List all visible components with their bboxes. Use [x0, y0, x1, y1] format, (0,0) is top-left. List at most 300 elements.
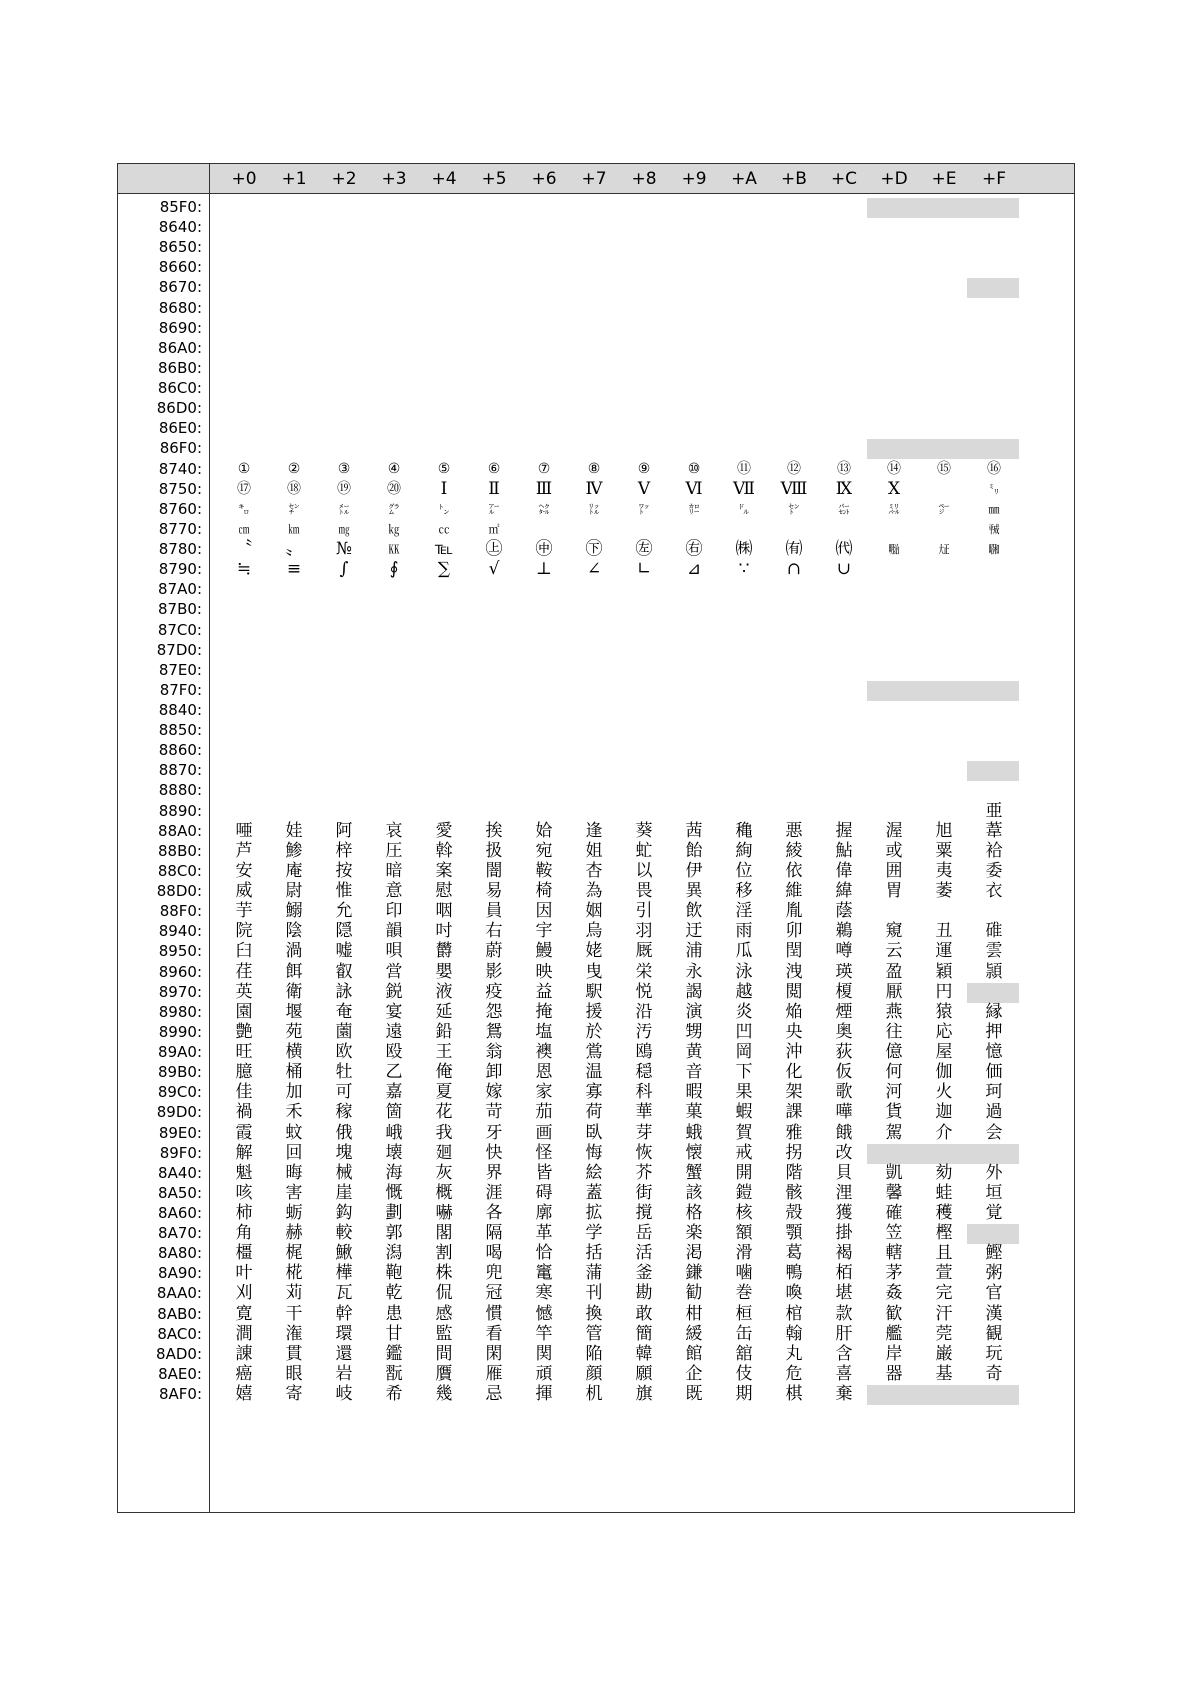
- char-cell: ㍼: [988, 543, 1000, 557]
- char-cell: 管: [585, 1323, 603, 1344]
- char-cell: ⑭: [887, 460, 901, 477]
- char-cell: ∑: [437, 559, 451, 580]
- char-cell: 漢: [985, 1303, 1003, 1324]
- char-cell: 羽: [635, 921, 653, 942]
- row-code: 8840:: [158, 701, 202, 719]
- char-cell: 殴: [385, 1042, 403, 1063]
- char-cell: 岐: [335, 1384, 353, 1405]
- char-cell: 引: [635, 901, 653, 922]
- char-cell: 依: [785, 860, 803, 881]
- char-cell: 宴: [385, 1001, 403, 1022]
- char-cell: 岸: [885, 1343, 903, 1364]
- row-code: 87B0:: [158, 600, 202, 619]
- column-header: +B: [781, 169, 807, 189]
- char-cell: 階: [785, 1162, 803, 1183]
- char-cell: 佳: [235, 1082, 253, 1103]
- char-cell: 闇: [485, 860, 503, 881]
- char-cell: 運: [935, 941, 953, 962]
- char-cell: 暗: [385, 860, 403, 881]
- char-cell: 机: [585, 1384, 603, 1405]
- char-cell: ㊦: [585, 539, 603, 560]
- char-cell: ㍻: [988, 522, 1000, 536]
- char-cell: 割: [435, 1243, 453, 1264]
- char-cell: 甘: [385, 1323, 403, 1344]
- char-cell: 噂: [835, 941, 853, 962]
- char-cell: 角: [235, 1223, 253, 1244]
- char-cell: ㊨: [685, 539, 703, 560]
- char-cell: 何: [885, 1062, 903, 1083]
- char-cell: 花: [435, 1102, 453, 1123]
- char-cell: 衣: [985, 881, 1003, 902]
- char-cell: 俄: [335, 1122, 353, 1143]
- char-cell: ㌫: [838, 502, 850, 516]
- char-cell: 咳: [235, 1182, 253, 1203]
- char-cell: 我: [435, 1122, 453, 1143]
- char-cell: 央: [785, 1021, 803, 1042]
- char-cell: 各: [485, 1203, 503, 1223]
- char-cell: 開: [735, 1162, 753, 1183]
- column-header: +0: [231, 169, 257, 189]
- char-cell: Ⅶ: [733, 478, 755, 499]
- char-cell: 汚: [635, 1021, 653, 1042]
- char-cell: 迦: [935, 1102, 953, 1123]
- char-cell: 骸: [785, 1182, 803, 1203]
- char-cell: ㏍: [388, 543, 400, 557]
- char-cell: 危: [785, 1363, 803, 1384]
- char-cell: 按: [335, 860, 353, 881]
- char-cell: 迂: [685, 921, 703, 942]
- char-cell: 意: [385, 881, 403, 902]
- char-cell: ⑫: [787, 460, 801, 477]
- char-cell: 竿: [535, 1323, 553, 1344]
- column-header: +D: [880, 169, 908, 189]
- char-cell: 吋: [435, 921, 453, 942]
- char-cell: 英: [235, 981, 253, 1002]
- char-cell: 岳: [635, 1223, 653, 1244]
- char-cell: 影: [485, 961, 503, 982]
- char-cell: 棋: [785, 1384, 803, 1405]
- char-cell: 活: [635, 1243, 653, 1264]
- char-cell: 穐: [735, 820, 753, 841]
- row-code: 8AF0:: [158, 1385, 202, 1404]
- char-cell: 斡: [435, 840, 453, 861]
- char-cell: ㏄: [438, 522, 450, 536]
- char-cell: 絢: [735, 840, 753, 861]
- char-cell: ∠: [586, 559, 602, 580]
- char-cell: 安: [235, 860, 253, 881]
- char-cell: 穫: [935, 1203, 953, 1223]
- char-cell: 絵: [585, 1162, 603, 1183]
- char-cell: 惟: [335, 881, 353, 902]
- char-cell: Ⅹ: [887, 478, 901, 499]
- char-cell: 盈: [885, 961, 903, 982]
- char-cell: 学: [585, 1223, 603, 1244]
- char-cell: 館: [685, 1343, 703, 1364]
- row-code: 8980:: [158, 1002, 202, 1021]
- char-cell: 閣: [435, 1223, 453, 1244]
- char-cell: 殻: [785, 1203, 803, 1223]
- char-cell: 可: [335, 1082, 353, 1103]
- row-code: 8960:: [158, 962, 202, 981]
- char-cell: 較: [335, 1223, 353, 1244]
- unassigned-cell: [917, 1144, 967, 1164]
- char-cell: 拡: [585, 1203, 603, 1223]
- char-cell: 荷: [585, 1102, 603, 1123]
- char-cell: 缶: [735, 1323, 753, 1344]
- char-cell: 改: [835, 1142, 853, 1163]
- char-cell: 勧: [685, 1283, 703, 1304]
- unassigned-cell: [867, 198, 917, 218]
- char-cell: 沿: [635, 1001, 653, 1022]
- char-cell: 観: [985, 1323, 1003, 1344]
- char-cell: ㊥: [535, 539, 553, 560]
- char-cell: 蛾: [685, 1122, 703, 1143]
- row-code: 88B0:: [158, 841, 202, 860]
- char-cell: Ⅸ: [835, 478, 853, 499]
- unassigned-cell: [967, 198, 1019, 218]
- char-cell: ㎎: [338, 522, 350, 536]
- char-cell: 肝: [835, 1323, 853, 1344]
- char-cell: 寄: [285, 1384, 303, 1405]
- char-cell: ㊤: [485, 539, 503, 560]
- char-cell: ㌘: [388, 502, 400, 516]
- char-cell: 唄: [385, 941, 403, 962]
- char-cell: ㌧: [438, 502, 450, 516]
- char-cell: ⑲: [337, 480, 351, 497]
- char-cell: 延: [435, 1001, 453, 1022]
- char-cell: 欧: [335, 1042, 353, 1063]
- char-cell: 偉: [835, 860, 853, 881]
- char-cell: 餌: [285, 961, 303, 982]
- row-code: 8AB0:: [157, 1304, 202, 1323]
- char-cell: 橿: [235, 1243, 253, 1264]
- char-cell: ℡: [434, 539, 454, 560]
- char-cell: 揮: [535, 1384, 553, 1405]
- char-cell: 戒: [735, 1142, 753, 1163]
- char-cell: 院: [235, 921, 253, 942]
- unassigned-cell: [967, 681, 1019, 701]
- unassigned-cell: [967, 439, 1019, 459]
- char-cell: 握: [835, 820, 853, 841]
- char-cell: ㈹: [835, 539, 853, 560]
- char-cell: 員: [485, 901, 503, 922]
- char-cell: 環: [335, 1323, 353, 1344]
- char-cell: 間: [435, 1343, 453, 1364]
- char-cell: 尉: [285, 881, 303, 902]
- char-cell: 頑: [535, 1363, 553, 1384]
- row-code: 8AE0:: [158, 1364, 202, 1383]
- row-code: 8740:: [158, 459, 202, 478]
- column-header: +2: [331, 169, 357, 189]
- char-cell: 鮎: [835, 840, 853, 861]
- char-cell: 萎: [935, 881, 953, 902]
- row-code: 87D0:: [156, 640, 202, 659]
- row-code: 8AD0:: [156, 1344, 202, 1363]
- char-cell: 慨: [385, 1182, 403, 1203]
- char-cell: 嬰: [435, 961, 453, 982]
- char-cell: ⑩: [687, 460, 701, 477]
- unassigned-cell: [967, 761, 1019, 781]
- char-cell: 掛: [835, 1223, 853, 1244]
- char-cell: 魁: [235, 1162, 253, 1183]
- char-cell: 鰹: [985, 1243, 1003, 1264]
- char-cell: 旗: [635, 1384, 653, 1405]
- row-code: 86D0:: [156, 399, 202, 418]
- char-cell: 竃: [535, 1263, 553, 1284]
- row-code: 8780:: [158, 540, 202, 559]
- char-cell: 憶: [985, 1042, 1003, 1063]
- char-cell: 堰: [285, 1001, 303, 1022]
- char-cell: 易: [485, 881, 503, 902]
- row-code: 86E0:: [158, 419, 202, 438]
- row-code: 88D0:: [156, 882, 202, 901]
- char-cell: 加: [285, 1082, 303, 1103]
- row-code: 88F0:: [159, 902, 202, 921]
- char-cell: 鋭: [385, 981, 403, 1002]
- char-cell: 云: [885, 941, 903, 962]
- char-cell: ⑪: [737, 460, 751, 477]
- char-cell: 寛: [235, 1303, 253, 1324]
- char-cell: 澗: [235, 1323, 253, 1344]
- char-cell: 円: [935, 981, 953, 1002]
- char-cell: ㌢: [288, 502, 300, 516]
- char-cell: 委: [985, 860, 1003, 881]
- char-cell: 崖: [335, 1182, 353, 1203]
- char-cell: 凹: [735, 1021, 753, 1042]
- char-cell: 鴬: [585, 1042, 603, 1063]
- unassigned-cell: [967, 1144, 1019, 1164]
- char-cell: ㈲: [785, 539, 803, 560]
- char-cell: 伎: [735, 1363, 753, 1384]
- char-cell: 鞄: [385, 1263, 403, 1284]
- char-cell: 眼: [285, 1363, 303, 1384]
- char-cell: 益: [535, 981, 553, 1002]
- unassigned-cell: [917, 439, 967, 459]
- char-cell: 慣: [485, 1303, 503, 1324]
- unassigned-cell: [967, 1224, 1019, 1244]
- char-cell: ⑥: [487, 460, 501, 477]
- char-cell: 過: [985, 1102, 1003, 1123]
- char-cell: 蛎: [285, 1203, 303, 1223]
- char-cell: 贋: [435, 1363, 453, 1384]
- char-cell: 器: [885, 1363, 903, 1384]
- char-cell: 革: [535, 1223, 553, 1244]
- char-cell: 胤: [785, 901, 803, 922]
- char-cell: 陥: [585, 1343, 603, 1364]
- row-code: 87E0:: [158, 660, 202, 679]
- row-code: 89F0:: [159, 1143, 202, 1162]
- char-cell: 翰: [785, 1323, 803, 1344]
- char-cell: 渦: [285, 941, 303, 962]
- char-cell: 臥: [585, 1122, 603, 1143]
- char-cell: 懐: [685, 1142, 703, 1163]
- char-cell: 回: [285, 1142, 303, 1163]
- unassigned-cell: [867, 439, 917, 459]
- char-cell: 渇: [685, 1243, 703, 1264]
- char-cell: 蛙: [935, 1182, 953, 1203]
- char-cell: 駅: [585, 981, 603, 1002]
- char-cell: 猿: [935, 1001, 953, 1022]
- char-cell: 〟: [285, 539, 303, 560]
- char-cell: 姶: [535, 820, 553, 841]
- row-code: 88A0:: [158, 821, 202, 840]
- char-cell: ⑤: [437, 460, 451, 477]
- column-header: +1: [281, 169, 307, 189]
- char-cell: 架: [785, 1082, 803, 1103]
- char-cell: 伊: [685, 860, 703, 881]
- char-cell: ②: [287, 460, 301, 477]
- row-code: 8990:: [158, 1022, 202, 1041]
- char-cell: 荻: [835, 1042, 853, 1063]
- unassigned-cell: [917, 681, 967, 701]
- char-cell: 苑: [285, 1021, 303, 1042]
- char-cell: 焔: [785, 1001, 803, 1022]
- row-code: 8680:: [158, 298, 202, 317]
- unassigned-cell: [867, 1144, 917, 1164]
- char-cell: 悔: [585, 1142, 603, 1163]
- char-cell: 宇: [535, 921, 553, 942]
- char-cell: 感: [435, 1303, 453, 1324]
- char-cell: 概: [435, 1182, 453, 1203]
- char-cell: 凱: [885, 1162, 903, 1183]
- char-cell: 宛: [535, 840, 553, 861]
- char-cell: 丑: [935, 921, 953, 942]
- char-cell: 敢: [635, 1303, 653, 1324]
- row-code: 86A0:: [158, 338, 202, 357]
- char-cell: 外: [985, 1162, 1003, 1183]
- char-cell: 維: [785, 881, 803, 902]
- char-cell: 翫: [385, 1363, 403, 1384]
- char-cell: 餓: [835, 1122, 853, 1143]
- unassigned-cell: [917, 198, 967, 218]
- char-cell: 塊: [335, 1142, 353, 1163]
- char-cell: 蒲: [585, 1263, 603, 1284]
- char-cell: 岩: [335, 1363, 353, 1384]
- char-cell: 怪: [535, 1142, 553, 1163]
- char-cell: 挨: [485, 820, 503, 841]
- char-cell: 垣: [985, 1182, 1003, 1203]
- char-cell: 音: [685, 1062, 703, 1083]
- char-cell: 嘩: [835, 1102, 853, 1123]
- char-cell: 期: [735, 1384, 753, 1405]
- char-cell: 曳: [585, 961, 603, 982]
- char-cell: 恢: [635, 1142, 653, 1163]
- char-cell: 官: [985, 1283, 1003, 1304]
- char-cell: 柑: [685, 1303, 703, 1324]
- char-cell: 烏: [585, 921, 603, 942]
- char-cell: 欝: [435, 941, 453, 962]
- char-cell: 皆: [535, 1162, 553, 1183]
- char-cell: ㎞: [288, 522, 300, 536]
- char-cell: 侃: [435, 1283, 453, 1304]
- char-cell: 叡: [335, 961, 353, 982]
- char-cell: 歓: [885, 1303, 903, 1324]
- char-cell: 晦: [285, 1162, 303, 1183]
- row-code: 8940:: [158, 922, 202, 941]
- char-cell: 卯: [785, 921, 803, 942]
- char-cell: 涯: [485, 1182, 503, 1203]
- char-cell: 寒: [535, 1283, 553, 1304]
- char-cell: 為: [585, 881, 603, 902]
- char-cell: 鈎: [335, 1203, 353, 1223]
- char-cell: 家: [535, 1082, 553, 1103]
- char-cell: 下: [735, 1062, 753, 1083]
- char-cell: 轄: [885, 1243, 903, 1264]
- char-cell: 閏: [785, 941, 803, 962]
- char-cell: №: [335, 539, 353, 560]
- char-cell: 姻: [585, 901, 603, 922]
- row-label-divider: [209, 164, 210, 1512]
- char-cell: ③: [337, 460, 351, 477]
- char-cell: ∟: [636, 559, 652, 580]
- char-cell: ⑬: [837, 460, 851, 477]
- row-code: 8770:: [158, 519, 202, 538]
- row-code: 8860:: [158, 741, 202, 760]
- column-header: +4: [431, 169, 457, 189]
- char-cell: 棺: [785, 1303, 803, 1324]
- char-cell: 果: [735, 1082, 753, 1103]
- char-cell: 鰯: [285, 901, 303, 922]
- char-cell: 峨: [385, 1122, 403, 1143]
- char-cell: 格: [685, 1203, 703, 1223]
- char-cell: 荏: [235, 961, 253, 982]
- char-cell: 稼: [335, 1102, 353, 1123]
- char-cell: 拐: [785, 1142, 803, 1163]
- char-cell: ①: [237, 460, 251, 477]
- char-cell: ⑦: [537, 460, 551, 477]
- char-cell: 茜: [685, 820, 703, 841]
- char-cell: 刊: [585, 1283, 603, 1304]
- char-cell: 横: [285, 1042, 303, 1063]
- char-cell: ㎏: [388, 522, 400, 536]
- char-cell: 映: [535, 961, 553, 982]
- char-cell: 界: [485, 1162, 503, 1183]
- char-cell: 禍: [235, 1102, 253, 1123]
- char-cell: ㍾: [888, 543, 900, 557]
- row-code: 8870:: [158, 761, 202, 780]
- char-cell: 逢: [585, 820, 603, 841]
- char-cell: 願: [635, 1363, 653, 1384]
- char-cell: 潟: [385, 1243, 403, 1264]
- char-cell: 粟: [935, 840, 953, 861]
- char-cell: 蔭: [835, 901, 853, 922]
- char-cell: 看: [485, 1323, 503, 1344]
- char-cell: 諌: [235, 1343, 253, 1364]
- char-cell: 街: [635, 1182, 653, 1203]
- char-cell: 囲: [885, 860, 903, 881]
- char-cell: 貫: [285, 1343, 303, 1364]
- char-cell: 鰍: [335, 1243, 353, 1264]
- char-cell: 奇: [985, 1363, 1003, 1384]
- char-cell: 窺: [885, 921, 903, 942]
- char-cell: 嘘: [335, 941, 353, 962]
- char-cell: 園: [235, 1001, 253, 1022]
- char-cell: 碍: [535, 1182, 553, 1203]
- row-code: 8690:: [158, 318, 202, 337]
- char-cell: 杏: [585, 860, 603, 881]
- char-cell: 忌: [485, 1384, 503, 1405]
- char-cell: ㎜: [988, 502, 1000, 516]
- char-cell: ㌃: [488, 502, 500, 516]
- char-cell: 解: [235, 1142, 253, 1163]
- char-cell: 椅: [535, 881, 553, 902]
- char-cell: 謁: [685, 981, 703, 1002]
- char-cell: 営: [385, 961, 403, 982]
- char-cell: 恩: [535, 1062, 553, 1083]
- char-cell: 牡: [335, 1062, 353, 1083]
- row-code: 89B0:: [158, 1063, 202, 1082]
- char-cell: 叶: [235, 1263, 253, 1284]
